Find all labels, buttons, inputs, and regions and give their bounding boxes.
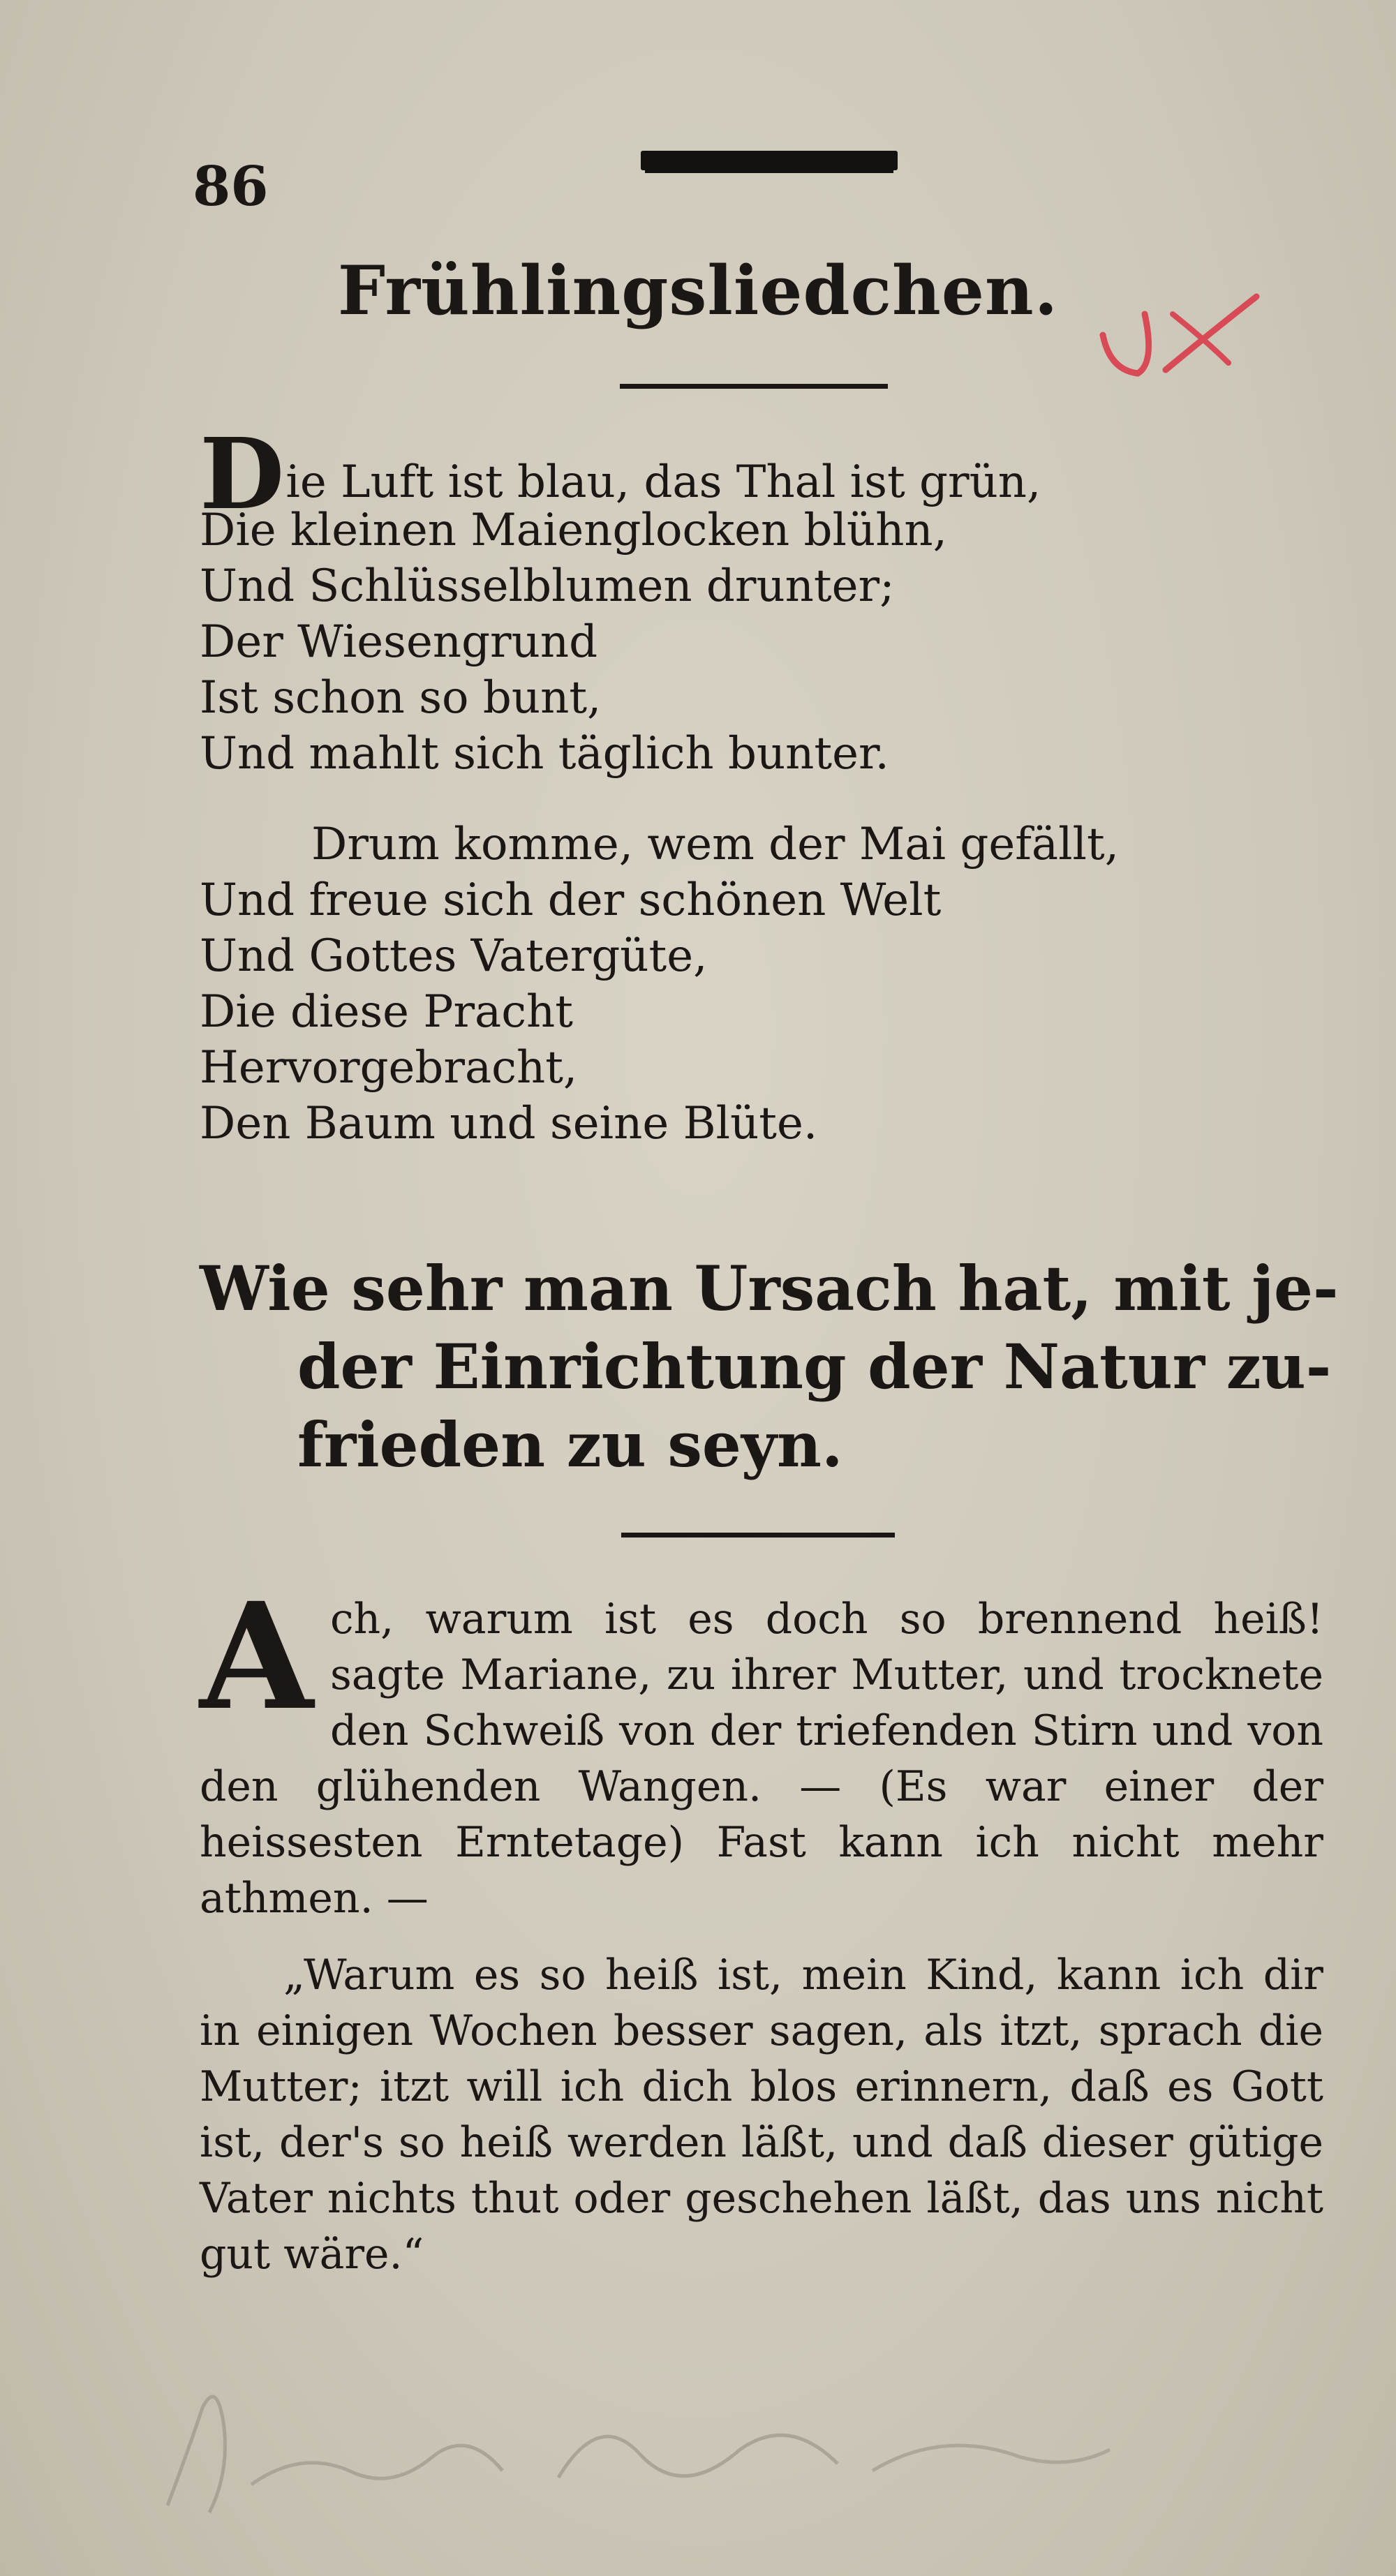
poem-line: Der Wiesengrund — [200, 616, 598, 668]
poem-line: Die diese Pracht — [200, 986, 573, 1038]
pencil-signature — [140, 2366, 1131, 2533]
poem-line: Drum komme, wem der Mai gefällt, — [311, 819, 1120, 870]
heading-line: frieden zu seyn. — [297, 1408, 843, 1481]
paragraph: „Warum es so heiß ist, mein Kind, kann ich dir in einigen Wochen besser sagen, als itzt, sprach die Mutter; itzt will ich dich blos erinnern, daß es Gott ist, der's so heiß werden läßt, und daß dieser gütige Vater nichts thut oder geschehen läßt, das uns nicht gut wäre.“ — [200, 1951, 1323, 2279]
heading-divider — [621, 1533, 895, 1538]
poem-title: Frühlingsliedchen. — [337, 251, 1059, 330]
poem-line: Die kleinen Maienglocken blühn, — [200, 505, 947, 556]
poem-line: Ist schon so bunt, — [200, 672, 602, 724]
poem-line: Und Gottes Vatergüte, — [200, 930, 708, 982]
prose-text — [200, 1570, 1323, 2282]
poem-line: Die Luft ist blau, das Thal ist grün, — [200, 417, 1041, 532]
poem-line: Und Schlüsselblumen drunter; — [200, 560, 895, 612]
title-divider — [620, 384, 888, 389]
poem-line: Und freue sich der schönen Welt — [200, 874, 942, 926]
poem-line: Und mahlt sich täglich bunter. — [200, 728, 889, 780]
heading-line: Wie sehr man Ursach hat, mit je- — [200, 1252, 1339, 1325]
paragraph: Ach, warum ist es doch so brennend heiß! sagte Mariane, zu ihrer Mutter, und trocknete den Schweiß von der triefenden Stirn und von den glühenden Wangen. — (Es war einer der heissesten Erntetage) Fast kann ich nicht mehr athmen. — — [200, 1570, 1323, 1923]
poem-line: Hervorgebracht, — [200, 1042, 578, 1094]
drop-cap: D — [200, 417, 285, 532]
section-heading — [200, 1249, 1358, 1484]
drop-cap: A — [200, 1570, 313, 1743]
red-pen-mark — [1089, 286, 1270, 391]
page-number: 86 — [193, 155, 269, 218]
header-rule — [641, 151, 898, 170]
poem-line: Den Baum und seine Blüte. — [200, 1098, 818, 1149]
poem — [200, 417, 1289, 1152]
heading-line: der Einrichtung der Natur zu- — [297, 1330, 1332, 1403]
